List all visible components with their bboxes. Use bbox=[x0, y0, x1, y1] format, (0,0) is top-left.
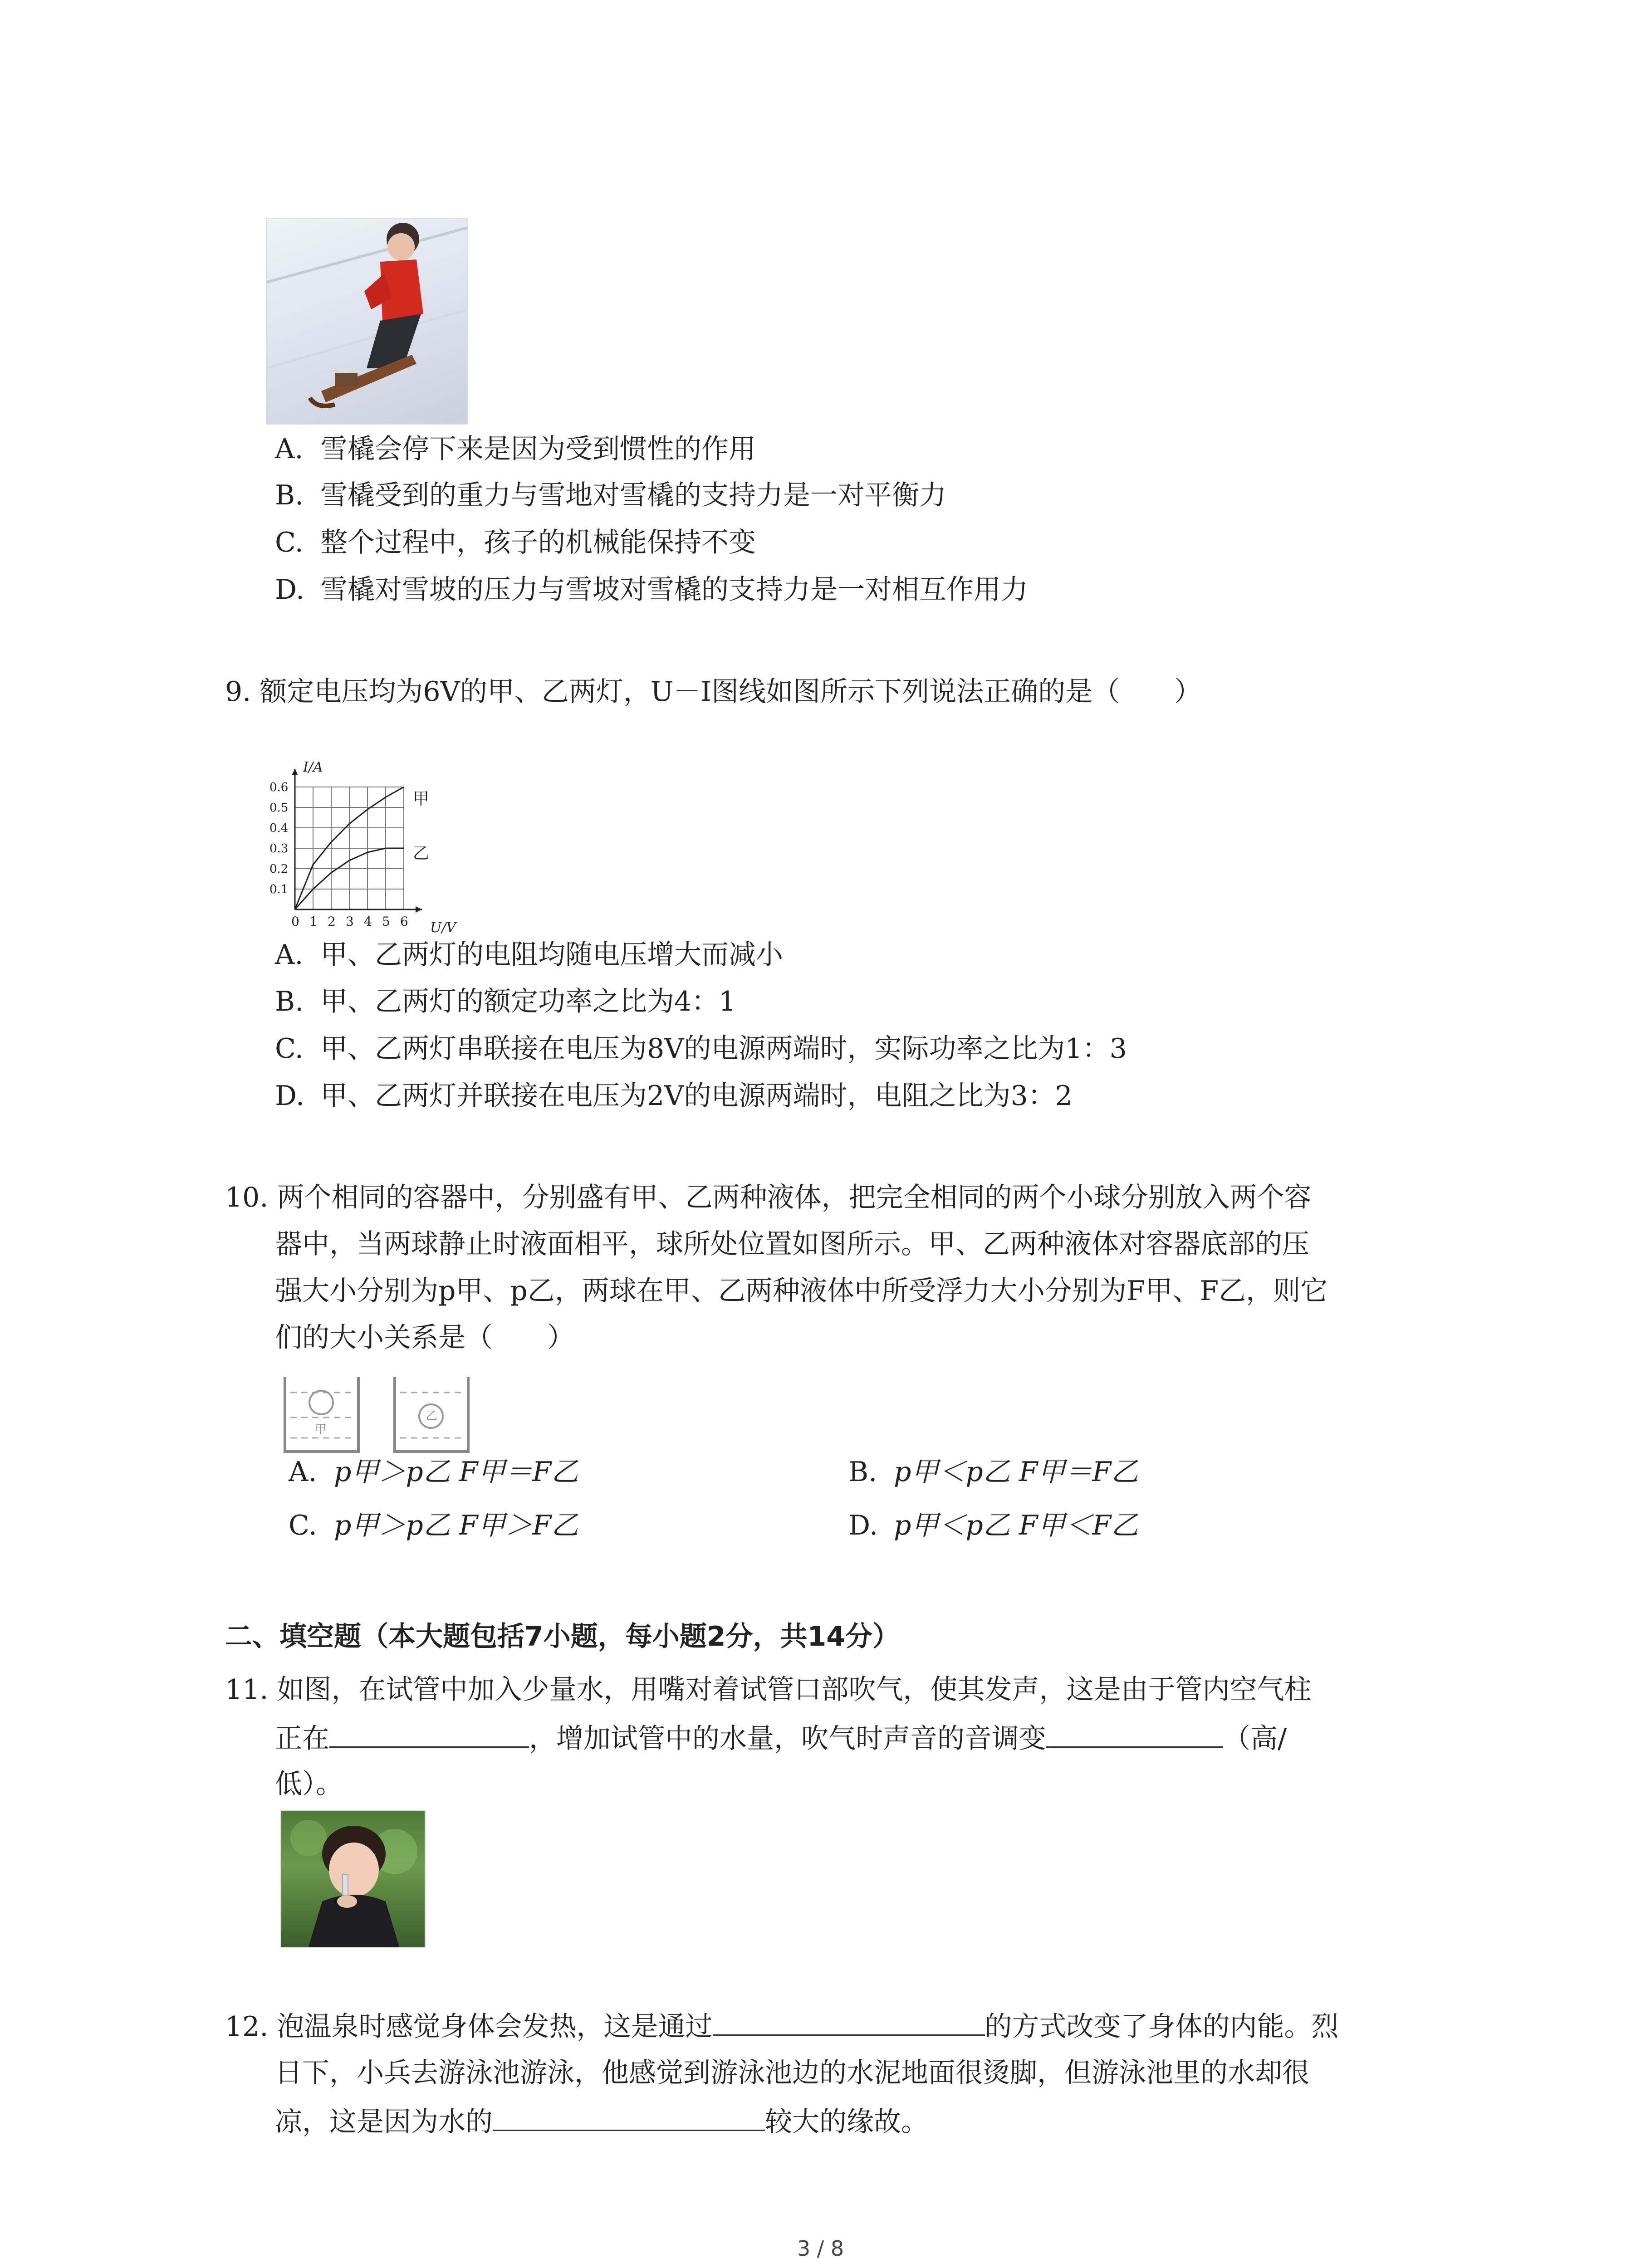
q8-option-b: B. 雪橇受到的重力与雪地对雪橇的支持力是一对平衡力 bbox=[275, 479, 946, 511]
chart-ticks bbox=[269, 781, 408, 929]
container-yi bbox=[395, 1377, 468, 1452]
x-axis-arrow bbox=[416, 906, 422, 913]
q10-option-b: B. p甲＜p乙 F甲＝F乙 bbox=[848, 1456, 1139, 1488]
q9-option-b: B. 甲、乙两灯的额定功率之比为4：1 bbox=[275, 986, 736, 1017]
sled-photo bbox=[266, 218, 468, 425]
x-tick-label: 5 bbox=[382, 914, 390, 929]
q11-blank-2[interactable] bbox=[1046, 1719, 1223, 1748]
x-tick-label: 1 bbox=[309, 914, 318, 929]
q10-stem-line-1: 10. 两个相同的容器中，分别盛有甲、乙两种液体，把完全相同的两个小球分别放入两个容 bbox=[225, 1182, 1312, 1213]
q9-option-c: C. 甲、乙两灯串联接在电压为8V的电源两端时，实际功率之比为1：3 bbox=[275, 1033, 1127, 1065]
y-tick-label: 0.6 bbox=[269, 781, 289, 794]
container-label-yi: 乙 bbox=[426, 1409, 438, 1423]
x-axis-label: U/V bbox=[430, 920, 456, 936]
q12-blank-1[interactable] bbox=[713, 2007, 985, 2036]
q12-line-3: 凉，这是因为水的 较大的缘故。 bbox=[275, 2102, 928, 2140]
q10-stem-line-2: 器中，当两球静止时液面相平，球所处位置如图所示。甲、乙两种液体对容器底部的压 bbox=[275, 1228, 1309, 1260]
q9-ui-chart bbox=[263, 755, 481, 937]
x-tick-label: 3 bbox=[346, 914, 354, 929]
q10-option-c: C. p甲＞p乙 F甲＞F乙 bbox=[289, 1510, 579, 1541]
q12-line-1: 12. 泡温泉时感觉身体会发热，这是通过 的方式改变了身体的内能。烈 bbox=[225, 2007, 1339, 2045]
y-tick-label: 0.1 bbox=[269, 883, 289, 896]
page-number: 3 / 8 bbox=[797, 2236, 844, 2261]
container-jia bbox=[285, 1377, 358, 1452]
container-label-jia: 甲 bbox=[315, 1423, 327, 1437]
q9-option-d: D. 甲、乙两灯并联接在电压为2V的电源两端时，电阻之比为3：2 bbox=[275, 1080, 1073, 1112]
q12-line-2: 日下，小兵去游泳池游泳，他感觉到游泳池边的水泥地面很烫脚，但游泳池里的水却很 bbox=[275, 2057, 1309, 2089]
y-tick-label: 0.5 bbox=[269, 801, 289, 815]
y-tick-label: 0.4 bbox=[269, 821, 289, 835]
x-tick-label: 6 bbox=[400, 914, 408, 929]
x-tick-label: 0 bbox=[291, 914, 299, 929]
y-tick-label: 0.2 bbox=[269, 862, 289, 876]
x-tick-label: 4 bbox=[364, 914, 372, 929]
q10-option-a: A. p甲＞p乙 F甲＝F乙 bbox=[289, 1456, 579, 1488]
q9-stem: 9. 额定电压均为6V的甲、乙两灯，U－I图线如图所示下列说法正确的是（ ） bbox=[225, 676, 1202, 708]
q11-line-2: 正在 ，增加试管中的水量，吹气时声音的音调变 （高/ bbox=[275, 1719, 1287, 1757]
q11-line-3: 低）。 bbox=[275, 1768, 343, 1800]
q11-blank-1[interactable] bbox=[329, 1719, 529, 1748]
q8-option-c: C. 整个过程中，孩子的机械能保持不变 bbox=[275, 527, 756, 558]
series-label-yi: 乙 bbox=[413, 844, 430, 863]
y-tick-label: 0.3 bbox=[269, 842, 289, 855]
q8-option-d: D. 雪橇对雪坡的压力与雪坡对雪橇的支持力是一对相互作用力 bbox=[275, 574, 1028, 606]
section-2-title: 二、填空题（本大题包括7小题，每小题2分，共14分） bbox=[225, 1621, 900, 1652]
series-label-jia: 甲 bbox=[413, 790, 430, 808]
q11-line-1: 11. 如图，在试管中加入少量水，用嘴对着试管口部吹气，使其发声，这是由于管内空气柱 bbox=[225, 1674, 1312, 1706]
q10-option-d: D. p甲＜p乙 F甲＜F乙 bbox=[848, 1510, 1139, 1541]
q9-option-a: A. 甲、乙两灯的电阻均随电压增大而减小 bbox=[275, 939, 783, 971]
q10-stem-line-3: 强大小分别为p甲、p乙，两球在甲、乙两种液体中所受浮力大小分别为F甲、F乙，则它 bbox=[275, 1275, 1328, 1307]
girl-test-tube-photo bbox=[280, 1810, 426, 1948]
q8-option-a: A. 雪橇会停下来是因为受到惯性的作用 bbox=[275, 433, 756, 465]
x-tick-label: 2 bbox=[328, 914, 336, 929]
q10-stem-line-4: 们的大小关系是（ ） bbox=[275, 1322, 574, 1354]
q10-containers-figure bbox=[281, 1374, 476, 1456]
q12-blank-2[interactable] bbox=[493, 2102, 765, 2131]
y-axis-arrow bbox=[292, 769, 298, 775]
y-axis-label: I/A bbox=[303, 759, 323, 775]
